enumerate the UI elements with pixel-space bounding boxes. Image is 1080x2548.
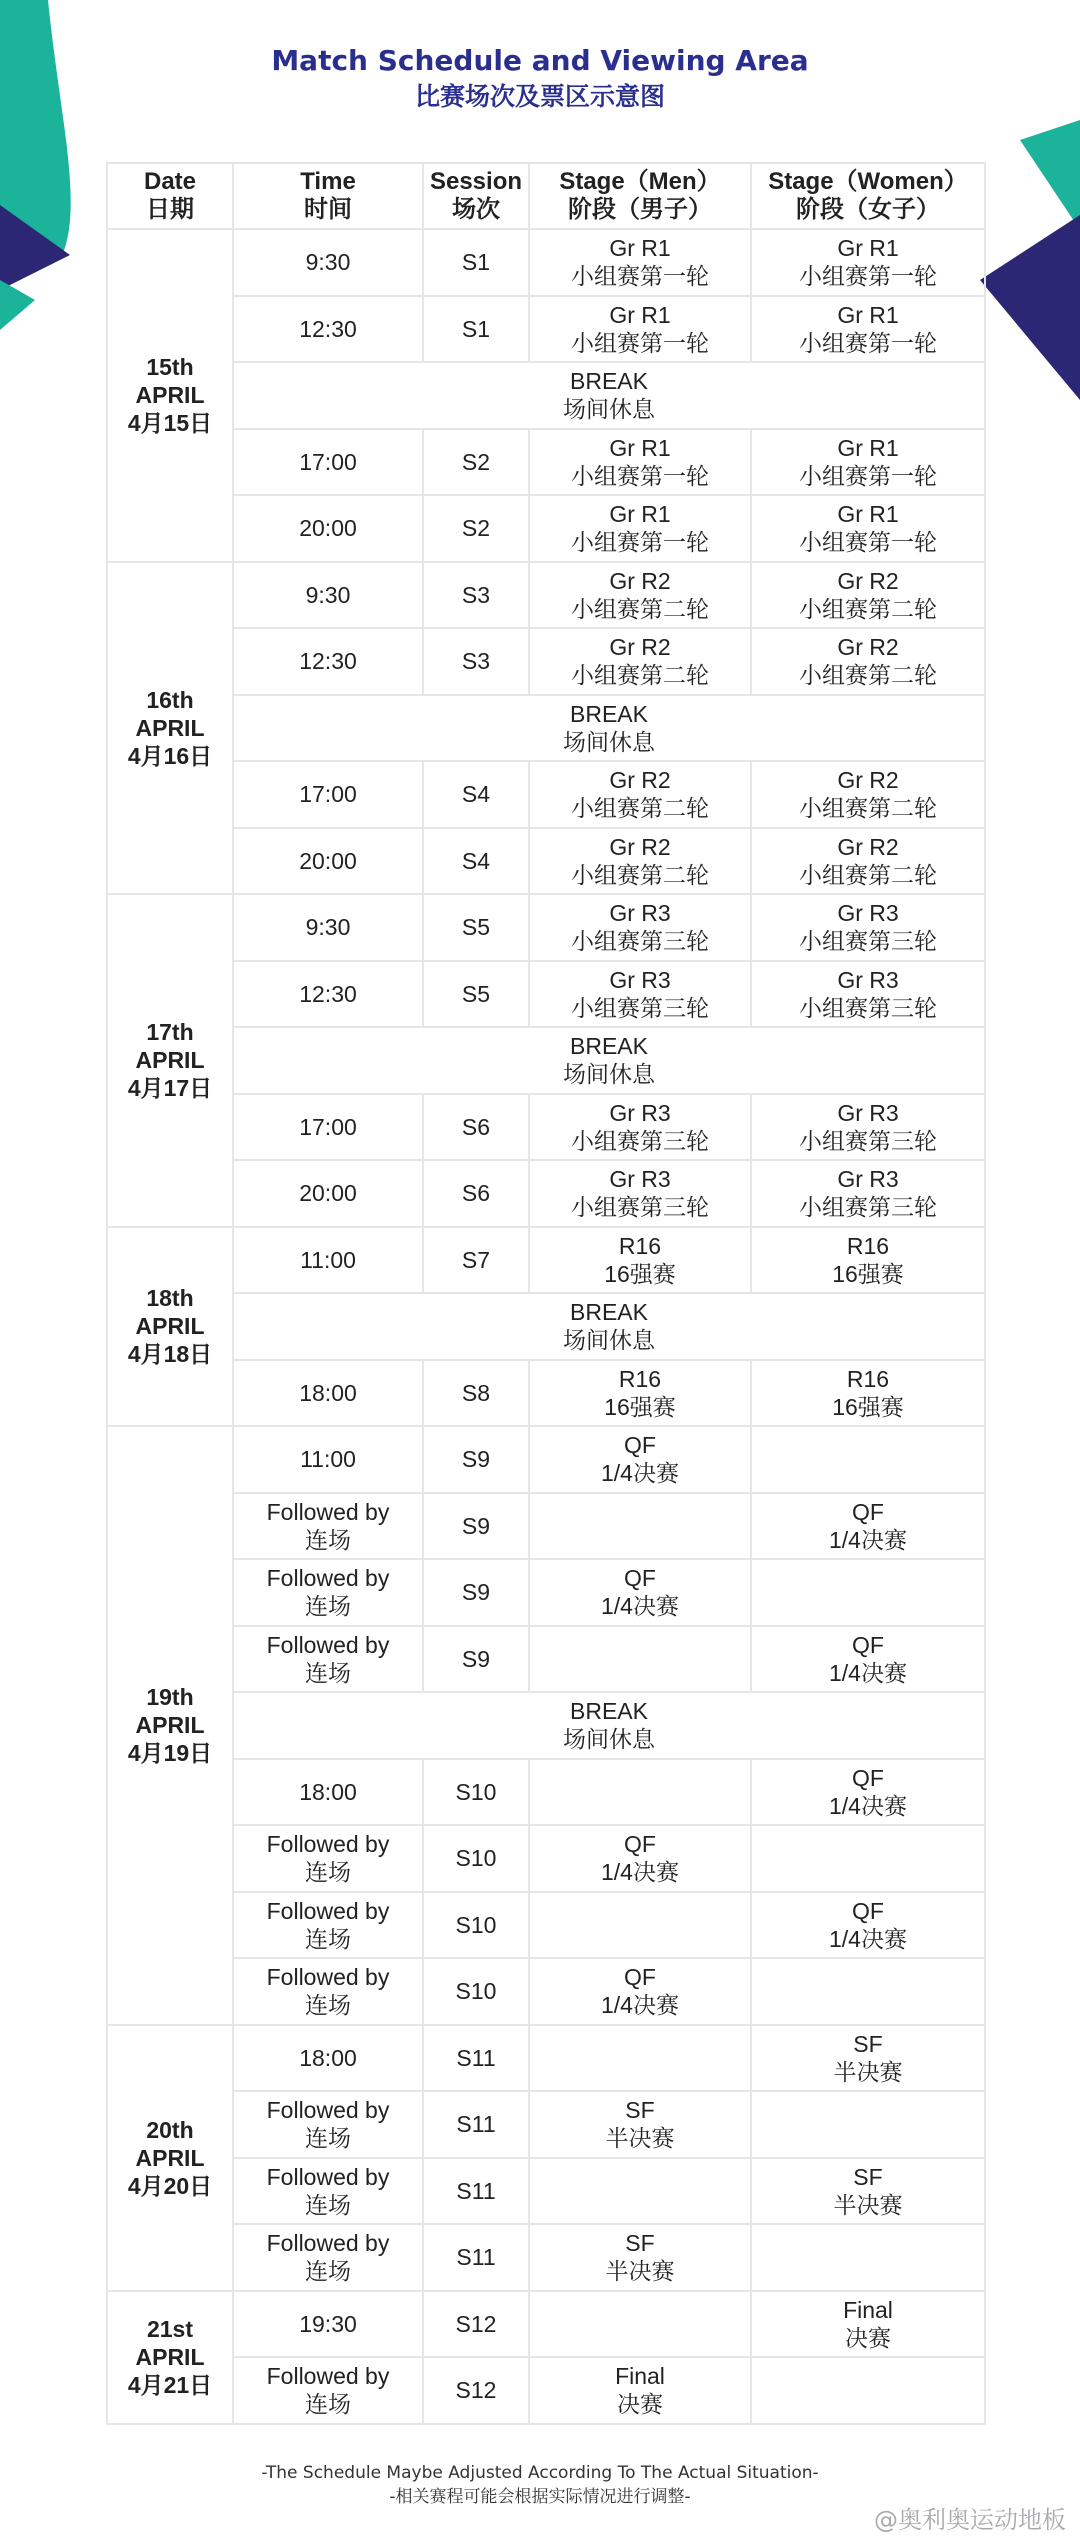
session-cell: S3 [423,562,529,629]
table-row [107,2224,985,2291]
session-cell: S10 [423,1759,529,1826]
time-cell: 11:00 [233,1426,423,1493]
women-stage-cell: Gr R2 小组赛第二轮 [751,628,985,695]
page-title: Match Schedule and Viewing Area [271,44,809,77]
women-stage-cell: Gr R2 小组赛第二轮 [751,562,985,629]
time-cell: 17:00 [233,761,423,828]
table-row [107,761,985,828]
time-cell: Followed by 连场 [233,2357,423,2424]
women-stage-cell: QF 1/4决赛 [751,1892,985,1959]
table-row [107,1958,985,2025]
time-cell: Followed by 连场 [233,2224,423,2291]
women-stage-cell: Final 决赛 [751,2291,985,2358]
break-cell: BREAK 场间休息 [233,362,985,429]
table-row [107,1759,985,1826]
date-cell: 17th APRIL 4月17日 [107,894,233,1227]
table-row [107,562,985,629]
time-cell: Followed by 连场 [233,2091,423,2158]
table-row [107,1094,985,1161]
women-stage-cell: Gr R1 小组赛第一轮 [751,296,985,363]
date-cell: 21st APRIL 4月21日 [107,2291,233,2424]
men-stage-cell: Gr R3 小组赛第三轮 [529,894,751,961]
time-cell: 17:00 [233,429,423,496]
header-men: Stage（Men） 阶段（男子） [529,163,751,229]
date-cell: 15th APRIL 4月15日 [107,229,233,562]
session-cell: S9 [423,1626,529,1693]
session-cell: S2 [423,495,529,562]
session-cell: S7 [423,1227,529,1294]
women-stage-cell [751,1825,985,1892]
men-stage-cell: Gr R1 小组赛第一轮 [529,495,751,562]
women-stage-cell: QF 1/4决赛 [751,1493,985,1560]
date-cell: 19th APRIL 4月19日 [107,1426,233,2025]
table-row [107,1892,985,1959]
header-date: Date 日期 [107,163,233,229]
session-cell: S1 [423,296,529,363]
table-row [107,1360,985,1427]
break-row [107,1293,985,1360]
women-stage-cell [751,1426,985,1493]
time-cell: 9:30 [233,562,423,629]
men-stage-cell: R16 16强赛 [529,1227,751,1294]
men-stage-cell: SF 半决赛 [529,2224,751,2291]
session-cell: S5 [423,961,529,1028]
women-stage-cell [751,1958,985,2025]
table-row [107,2025,985,2092]
break-cell: BREAK 场间休息 [233,695,985,762]
date-cell: 16th APRIL 4月16日 [107,562,233,895]
session-cell: S4 [423,761,529,828]
time-cell: Followed by 连场 [233,1825,423,1892]
table-row [107,828,985,895]
header-session: Session 场次 [423,163,529,229]
women-stage-cell: Gr R2 小组赛第二轮 [751,761,985,828]
women-stage-cell [751,2091,985,2158]
break-cell: BREAK 场间休息 [233,1027,985,1094]
session-cell: S9 [423,1426,529,1493]
women-stage-cell: QF 1/4决赛 [751,1626,985,1693]
men-stage-cell [529,2025,751,2092]
time-cell: 12:30 [233,628,423,695]
time-cell: 12:30 [233,296,423,363]
table-row [107,2291,985,2358]
time-cell: 9:30 [233,894,423,961]
men-stage-cell: Gr R3 小组赛第三轮 [529,961,751,1028]
table-row [107,2091,985,2158]
break-cell: BREAK 场间休息 [233,1293,985,1360]
session-cell: S11 [423,2224,529,2291]
men-stage-cell: Gr R2 小组赛第二轮 [529,628,751,695]
men-stage-cell [529,1626,751,1693]
footer-note-zh: -相关赛程可能会根据实际情况进行调整- [389,2487,691,2507]
men-stage-cell: Gr R1 小组赛第一轮 [529,229,751,296]
men-stage-cell: SF 半决赛 [529,2091,751,2158]
date-cell: 18th APRIL 4月18日 [107,1227,233,1427]
session-cell: S12 [423,2357,529,2424]
time-cell: 18:00 [233,1759,423,1826]
men-stage-cell: QF 1/4决赛 [529,1426,751,1493]
time-cell: 20:00 [233,495,423,562]
men-stage-cell [529,2291,751,2358]
women-stage-cell: Gr R1 小组赛第一轮 [751,495,985,562]
women-stage-cell: Gr R1 小组赛第一轮 [751,229,985,296]
men-stage-cell: Final 决赛 [529,2357,751,2424]
men-stage-cell: Gr R1 小组赛第一轮 [529,429,751,496]
table-row [107,894,985,961]
session-cell: S10 [423,1958,529,2025]
break-row [107,362,985,429]
men-stage-cell [529,1493,751,1560]
table-row [107,628,985,695]
time-cell: 12:30 [233,961,423,1028]
men-stage-cell: Gr R2 小组赛第二轮 [529,828,751,895]
men-stage-cell: Gr R1 小组赛第一轮 [529,296,751,363]
session-cell: S6 [423,1160,529,1227]
time-cell: Followed by 连场 [233,1493,423,1560]
table-row [107,1160,985,1227]
session-cell: S6 [423,1094,529,1161]
table-row [107,495,985,562]
watermark: @奥利奥运动地板 [874,2506,1066,2534]
table-row [107,2357,985,2424]
time-cell: Followed by 连场 [233,1892,423,1959]
women-stage-cell [751,2224,985,2291]
table-row [107,1626,985,1693]
session-cell: S2 [423,429,529,496]
header-women: Stage（Women） 阶段（女子） [751,163,985,229]
table-row [107,296,985,363]
men-stage-cell: Gr R3 小组赛第三轮 [529,1094,751,1161]
break-cell: BREAK 场间休息 [233,1692,985,1759]
table-row [107,1493,985,1560]
session-cell: S9 [423,1559,529,1626]
session-cell: S4 [423,828,529,895]
time-cell: Followed by 连场 [233,1559,423,1626]
men-stage-cell [529,1892,751,1959]
session-cell: S9 [423,1493,529,1560]
men-stage-cell: QF 1/4决赛 [529,1559,751,1626]
table-row [107,229,985,296]
session-cell: S11 [423,2025,529,2092]
header-time: Time 时间 [233,163,423,229]
women-stage-cell: Gr R3 小组赛第三轮 [751,894,985,961]
women-stage-cell: R16 16强赛 [751,1360,985,1427]
time-cell: 18:00 [233,1360,423,1427]
men-stage-cell: R16 16强赛 [529,1360,751,1427]
time-cell: 9:30 [233,229,423,296]
page-subtitle: 比赛场次及票区示意图 [414,82,665,111]
women-stage-cell: SF 半决赛 [751,2158,985,2225]
men-stage-cell: Gr R2 小组赛第二轮 [529,562,751,629]
men-stage-cell: QF 1/4决赛 [529,1958,751,2025]
time-cell: Followed by 连场 [233,2158,423,2225]
men-stage-cell [529,2158,751,2225]
table-row [107,2158,985,2225]
women-stage-cell: Gr R3 小组赛第三轮 [751,1094,985,1161]
time-cell: 11:00 [233,1227,423,1294]
session-cell: S3 [423,628,529,695]
men-stage-cell: Gr R2 小组赛第二轮 [529,761,751,828]
session-cell: S5 [423,894,529,961]
schedule-table [106,162,986,2425]
women-stage-cell: SF 半决赛 [751,2025,985,2092]
time-cell: 19:30 [233,2291,423,2358]
table-row [107,1227,985,1294]
session-cell: S11 [423,2158,529,2225]
women-stage-cell: Gr R3 小组赛第三轮 [751,1160,985,1227]
break-row [107,695,985,762]
time-cell: 17:00 [233,1094,423,1161]
footer-note-en: -The Schedule Maybe Adjusted According To The Actual Situation- [261,2463,819,2483]
table-row [107,1825,985,1892]
time-cell: 20:00 [233,828,423,895]
session-cell: S12 [423,2291,529,2358]
men-stage-cell: QF 1/4决赛 [529,1825,751,1892]
break-row [107,1027,985,1094]
title-block [0,42,1080,114]
session-cell: S11 [423,2091,529,2158]
session-cell: S10 [423,1892,529,1959]
women-stage-cell: Gr R1 小组赛第一轮 [751,429,985,496]
table-row [107,961,985,1028]
men-stage-cell [529,1759,751,1826]
time-cell: Followed by 连场 [233,1958,423,2025]
header-row [107,163,985,229]
session-cell: S8 [423,1360,529,1427]
time-cell: Followed by 连场 [233,1626,423,1693]
table-row [107,429,985,496]
session-cell: S10 [423,1825,529,1892]
women-stage-cell [751,1559,985,1626]
time-cell: 20:00 [233,1160,423,1227]
date-cell: 20th APRIL 4月20日 [107,2025,233,2291]
table-row [107,1426,985,1493]
schedule-body [107,229,985,2424]
women-stage-cell: Gr R2 小组赛第二轮 [751,828,985,895]
women-stage-cell: Gr R3 小组赛第三轮 [751,961,985,1028]
session-cell: S1 [423,229,529,296]
table-row [107,1559,985,1626]
women-stage-cell: QF 1/4决赛 [751,1759,985,1826]
time-cell: 18:00 [233,2025,423,2092]
women-stage-cell [751,2357,985,2424]
break-row [107,1692,985,1759]
men-stage-cell: Gr R3 小组赛第三轮 [529,1160,751,1227]
women-stage-cell: R16 16强赛 [751,1227,985,1294]
